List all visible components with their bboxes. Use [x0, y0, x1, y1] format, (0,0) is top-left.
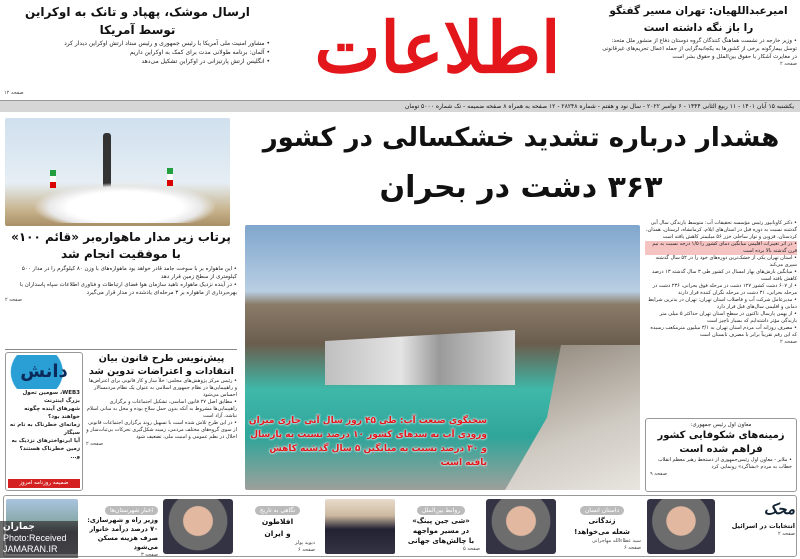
section-tag: نگاهی به تاریخ	[255, 506, 301, 515]
page-ref: صفحه ۱۲	[4, 90, 24, 96]
bullet: • در آینده نزدیک ماهواره ناهید سازمان هوا فضای ارتباطات و فناوری اطلاعات سپاه پاسداران با بهره‌برداری از ماهواره بر ۳ مرحله‌ای یادشده در مدار قرار می‌گیرد	[19, 282, 237, 296]
title: زندگانی	[588, 517, 616, 525]
page-ref: صفحه ۶	[298, 547, 315, 553]
bottom-item-provinces[interactable]	[82, 497, 158, 558]
danesh-logo: دانش	[8, 355, 80, 389]
author: دیوید پولز	[294, 540, 315, 546]
satellite-story[interactable]	[5, 229, 237, 304]
supplement-item: و...	[70, 454, 80, 460]
bullet: • در اثر تغییرات اقلیمی میانگین دمای کشور را ۱/۵ درجه نسبت به نیم قرن گذشته بالا برده است	[645, 241, 797, 255]
portrait-photo	[486, 499, 556, 554]
bullet: • مشاور امنیت ملی آمریکا با رئیس جمهوری و رئیس ستاد ارتش اوکراین دیدار کرد	[64, 40, 270, 47]
supplement-item: WEB3، سومین تحول بزرگ اینترنت	[22, 390, 80, 404]
body: • ملایر - معاون اول رئیس‌جمهوری از دستخط رهبر معظم انقلاب خطاب به مردم «بشاگرد» رونمایی کرد	[657, 457, 792, 470]
drought-details[interactable]	[645, 220, 797, 346]
title: شعله می‌خواهد!	[574, 528, 630, 536]
title: «شی جین پینگ»	[412, 517, 470, 525]
title: در مسیر مواجهه	[412, 527, 470, 535]
headline: ارسال موشک، پهپاد و تانک به اوکراین	[25, 5, 250, 19]
headline: امیرعبداللهیان: تهران مسیر گفتگو	[609, 5, 788, 17]
bullet: • استان تهران یکی از خشک‌ترین دوره‌های خود را در ۵۲ سال گذشته سپری می‌کند	[655, 255, 797, 268]
author: سید عطاءالله مهاجرانی	[591, 538, 641, 544]
photo-caption: سخنگوی صنعت آب: طی ۴۵ روز سال آبی جاری میزان ورودی آب به سدهای کشور ۱۰ درصد نسبت به پارسال و ۳۰ درصد نسبت به میانگین ۵ سال گذشته کاهش یافته است	[248, 416, 487, 468]
bullet: • انگلیس ارتش پارتیزانی در اوکراین تشکیل می‌دهد	[141, 58, 270, 65]
top-right-story[interactable]	[600, 3, 797, 68]
bullet: • مصرف روزانه آب مردم استان تهران به ۳/۱ میلیون مترمکعب رسیده که این رقم تقریباً برابر با مصرف تابستان است	[650, 325, 797, 338]
bottom-item-life[interactable]	[563, 497, 641, 555]
headline: انتقادات و اعتراضات تدوین شد	[89, 366, 234, 377]
bullet: • آلمان: برنامه طولانی مدت برای کمک به اوکراین داریم	[129, 49, 270, 56]
headline-line: هشدار درباره تشدید خشکسالی در کشور	[262, 123, 780, 153]
bullet: • در این طرح تلاش شده است با تسهیل روند برگزاری اجتماعات قانونی از سوی گروه‌های مختلف مردمی، زمینه شکل‌گیری تحرکات بی‌ثبات‌ساز و اخلال در نظم عمومی و امنیت ملی، تضعیف شود	[86, 420, 237, 440]
section-tag: روابط بین‌الملل	[417, 506, 465, 515]
headline: توسط آمریکا	[99, 23, 176, 37]
date-bar: یکشنبه ۱۵ آبان ۱۴۰۱ - ۱۱ ربیع الثانی ۱۴۴۴ - ۶ نوامبر ۲۰۲۲ - سال نود و هفتم - شماره ۲۸۲۴۸ - ۱۲ صفحه به همراه ۸ صفحه ضمیمه - تک شماره ۵۰۰۰ تومان	[0, 100, 800, 112]
vice-president-story[interactable]	[645, 418, 797, 492]
page-ref: صفحه ۲	[86, 441, 103, 447]
supplement-item: زمانه‌ای خطرناک به نام نه سیگار	[9, 422, 80, 436]
page-ref: صفحه ۲	[778, 531, 795, 537]
columnist-portrait	[647, 499, 715, 554]
page-ref: صفحه ۹	[650, 471, 667, 477]
headline: فراهم شده است	[679, 444, 763, 455]
title: افلاطون	[261, 517, 294, 526]
headline-line: ۳۶۳ دشت در بحران	[379, 170, 663, 205]
bullet: • رئیس مرکز پژوهش‌های مجلس: خلأ ساز و کار قانونی برای اعتراض‌ها و راهپیمایی‌ها در نظام جمهوری اسلامی به عنوان یک نظام مردمسالار احساس می‌شود	[88, 378, 237, 398]
jamaran-watermark	[0, 521, 78, 558]
headline: پیش‌نویس طرح قانون بیان	[98, 353, 225, 364]
page-ref: صفحه ۳	[141, 552, 158, 558]
page-ref: صفحه ۲	[780, 339, 797, 345]
rocket-launch-photo[interactable]	[5, 118, 230, 226]
supplement-item: آیا ابرنواخترهای نزدیک به زمین خطرناک هستند؟	[11, 438, 80, 452]
page-ref: صفحه ۵	[463, 546, 480, 552]
bullet: • این ماهواره بر با سوخت جامد قادر خواهد بود ماهواره‌های با وزن ۸۰ کیلوگرم را در مدار ۵۰۰ کیلومتری از سطح زمین قرار دهد	[21, 266, 237, 280]
top-left-story[interactable]	[5, 3, 270, 66]
bullet: • مطابق اصل ۲۷ قانون اساسی، تشکیل اجتماعات و برگزاری راهپیمایی‌ها مشروط به آنکه بدون حمل سلاح بوده و مخل به مبانی اسلام نباشد، آزاد است	[86, 399, 237, 419]
protest-law-story[interactable]	[86, 352, 237, 448]
watermark-site: JAMARAN.IR	[3, 544, 58, 554]
mahak-logo: محک	[763, 500, 795, 518]
supplement-item: شهرهای آینده چگونه خواهند بود؟	[24, 406, 80, 420]
bullet: • از بهمن پارسال تاکنون در سطح استان تهران حداکثر ۵ میلی متر بارندگی مؤثر داشته‌ایم که بسیار ناچیز است	[659, 311, 797, 324]
xi-jinping-photo	[325, 499, 395, 554]
page-ref: صفحه ۲	[5, 297, 22, 303]
section-tag: داستان انسان	[580, 506, 624, 515]
title: انتخابات در اسرائیل	[731, 522, 795, 530]
page-ref: صفحه ۶	[624, 545, 641, 551]
headline: پرتاب زیر مدار ماهواره‌بر «قائم ۱۰۰»	[11, 230, 231, 244]
title: و ایران	[264, 529, 291, 538]
bottom-item-xi[interactable]	[402, 497, 480, 555]
author-portrait	[163, 499, 233, 554]
supplement-footer: ضمیمه روزنامه امروز	[8, 479, 80, 488]
dam-photo[interactable]	[245, 225, 640, 490]
bullet: • میانگین بارش‌های بهار امسال در کشور طی ۳ سال گذشته ۱۳ درصد کاهش یافته است	[652, 269, 797, 282]
jamaran-logo: جماران	[3, 522, 35, 532]
body: • وزیر خارجه در نشست هماهنگ کنندگان گروه دوستان دفاع از منشور ملل متحد: توسل بیمارگونه برخی از کشورها به یکجانبه‌گرایی از جمله اعمال تحریم‌های غیرقانونی در مغایرت آشکار با حقوق بین‌الملل و حقوق بشر است	[602, 38, 797, 60]
bullet: • دکتر کاویانپور رئیس مؤسسه تحقیقات آب: متوسط بارندگی سال آبی گذشته نسبت به دوره قبل در استان‌های ایلام، کرمانشاه، لرستان، همدان، کردستان، قزوین و نوار ساحلی خزر ۵۶ میلیمتر کاهش یافته است	[645, 220, 797, 240]
kicker: معاون اول رئیس جمهوری:	[690, 422, 752, 428]
title: وزیر راه و شهرسازی: ۷۰ درصد درآمد خانوار صرف هزینه مسکن می‌شود	[87, 516, 158, 551]
headline: را باز نگه داشته است	[643, 22, 754, 34]
section-tag: اخبار شهرستان‌ها	[105, 506, 158, 515]
title: با چالش‌های جهانی	[407, 537, 475, 545]
danesh-supplement[interactable]	[5, 352, 83, 491]
masthead-logo: اطلاعات	[314, 6, 561, 89]
headline: با موفقیت انجام شد	[61, 247, 181, 261]
bullet: • مدیرعامل شرکت آب و فاضلاب استان تهران: تهران در بدترین شرایط دمایی و اقلیمی سال‌های قبل قرار دارد	[648, 297, 797, 310]
page-ref: صفحه ۲	[780, 61, 797, 67]
headline: زمینه‌های شکوفایی کشور	[657, 430, 785, 441]
bullet: • از ۶۰۷ دشت کشور ۱۲۷ دشت در مرحله فوق بحرانی، ۲۳۶ دشت در مرحله بحرانی، ۳۱ دشت در مرحله نگران کننده قرار دارند	[652, 283, 797, 296]
bottom-item-mahak[interactable]	[720, 497, 795, 555]
main-headline[interactable]	[245, 116, 797, 216]
bottom-item-plato[interactable]	[240, 497, 315, 555]
watermark-credit: Photo:Received	[3, 533, 67, 543]
